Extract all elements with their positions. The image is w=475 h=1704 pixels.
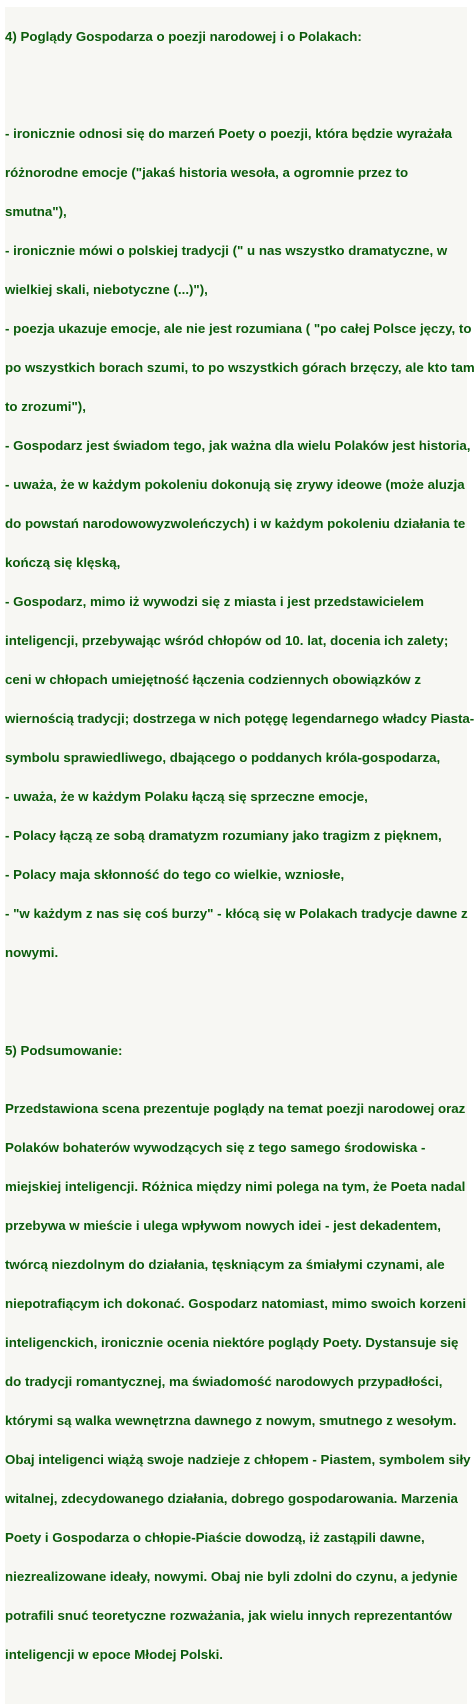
text-line: - uważa, że w każdym Polaku łączą się sprzeczne emocje, [5,789,368,804]
text-line: symbolu sprawiedliwego, dbającego o poddanych króla-gospodarza, [5,750,441,765]
text-line: - ironicznie mówi o polskiej tradycji (" u nas wszystko dramatyczne, w [5,243,448,258]
text-line: smutna"), [5,204,67,219]
text-line: potrafili snuć teoretyczne rozważania, jak wielu innych reprezentantów [5,1608,453,1623]
text-line: którymi są walka wewnętrzna dawnego z nowym, smutnego z wesołym. [5,1413,457,1428]
text-line: do powstań narodowowyzwoleńczych) i w każdym pokoleniu działania te [5,516,466,531]
text-line: inteligencji w epoce Młodej Polski. [5,1647,223,1662]
text-line: wiernością tradycji; dostrzega w nich potęgę legendarnego władcy Piasta- [5,711,475,726]
section-5-heading: 5) Podsumowanie: [5,1042,123,1058]
section-4-heading: 4) Poglądy Gospodarza o poezji narodowej i o Polakach: [5,28,362,44]
text-line: - Polacy łączą ze sobą dramatyzm rozumiany jako tragizm z pięknem, [5,828,442,843]
text-line: nowymi. [5,945,59,960]
text-line: inteligencji, przebywając wśród chłopów od 10. lat, docenia ich zalety; [5,633,449,648]
text-line: niepotrafiącym ich dokonać. Gospodarz natomiast, mimo swoich korzeni [5,1296,467,1311]
text-line: niezrealizowane ideały, nowymi. Obaj nie byli zdolni do czynu, a jedynie [5,1569,458,1584]
text-line: - ironicznie odnosi się do marzeń Poety o poezji, która będzie wyrażała [5,126,453,141]
text-line: Polaków bohaterów wywodzących się z tego samego środowiska - [5,1140,426,1155]
text-line: kończą się klęską, [5,555,121,570]
text-line: Poety i Gospodarza o chłopie-Piaście dowodzą, iż zastąpili dawne, [5,1530,425,1545]
document-page [5,7,475,1704]
text-line: do tradycji romantycznej, ma świadomość narodowych przypadłości, [5,1374,443,1389]
text-line: - uważa, że w każdym pokoleniu dokonują się zrywy ideowe (może aluzja [5,477,465,492]
text-line: - Gospodarz jest świadom tego, jak ważna dla wielu Polaków jest historia, [5,438,471,453]
text-line: - poezja ukazuje emocje, ale nie jest rozumiana ( "po całej Polsce jęczy, to [5,321,472,336]
text-line: ceni w chłopach umiejętność łączenia codziennych obowiązków z [5,672,421,687]
spacer [5,1002,467,1022]
text-line: Przedstawiona scena prezentuje poglądy na temat poezji narodowej oraz [5,1101,466,1116]
text-line: różnorodne emocje ("jakaś historia wesoła, a ogromnie przez to [5,165,409,180]
text-line: Obaj inteligenci wiążą swoje nadzieje z chłopem - Piastem, symbolem siły [5,1452,471,1467]
text-line: po wszystkich borach szumi, to po wszystkich górach brzęczy, ale kto tam [5,360,475,375]
text-line: - Polacy maja skłonność do tego co wielkie, wzniosłe, [5,867,345,882]
text-line: - "w każdym z nas się coś burzy" - kłócą się w Polakach tradycje dawne z [5,906,468,921]
text-line: twórcą niezdolnym do działania, tęskniącym za śmiałymi czynami, ale [5,1257,445,1272]
section-4-body [5,105,475,983]
text-line: przebywa w mieście i ulega wpływom nowych idei - jest dekadentem, [5,1218,441,1233]
text-line: to zrozumi"), [5,399,86,414]
text-line: - Gospodarz, mimo iż wywodzi się z miasta i jest przedstawicielem [5,594,424,609]
spacer [5,66,467,86]
text-line: miejskiej inteligencji. Różnica między nimi polega na tym, że Poeta nadal [5,1179,466,1194]
section-5-body [5,1080,471,1685]
text-line: witalnej, zdecydowanego działania, dobrego gospodarowania. Marzenia [5,1491,458,1506]
text-line: inteligenckich, ironicznie ocenia niektóre poglądy Poety. Dystansuje się [5,1335,459,1350]
text-line: wielkiej skali, niebotyczne (...)"), [5,282,208,297]
